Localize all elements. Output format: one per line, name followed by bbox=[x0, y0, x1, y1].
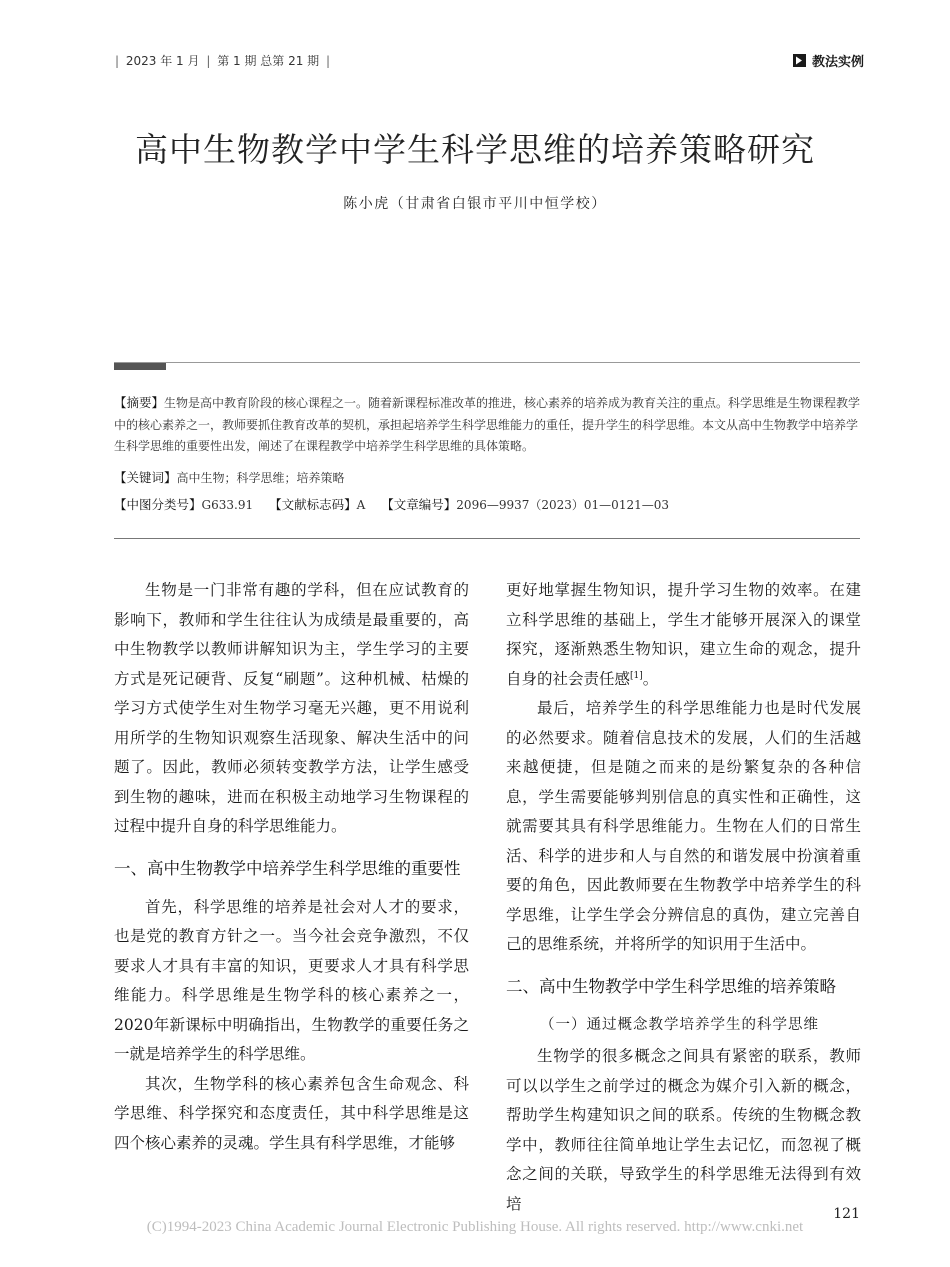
issue-number: 第 1 期 总第 21 期 bbox=[217, 54, 320, 68]
paragraph bbox=[506, 576, 861, 694]
paragraph-text: 更好地掌握生物知识，提升学习生物的效率。在建立科学思维的基础上，学生才能够开展深入的课堂探究，逐渐熟悉生物知识，建立生命的观念，提升自身的社会责任感 bbox=[506, 581, 861, 688]
running-header-issue bbox=[112, 52, 333, 69]
body-column-left bbox=[114, 576, 469, 1158]
page-number: 121 bbox=[833, 1206, 860, 1222]
running-header-column bbox=[793, 51, 864, 70]
classification bbox=[114, 495, 669, 513]
abstract-text: 生物是高中教育阶段的核心课程之一。随着新课程标准改革的推进，核心素养的培养成为教育关注的重点。科学思维是生物课程教学中的核心素养之一，教师要抓住教育改革的契机，承担起培养学生科学思维能力的重任，提升学生的科学思维。本文从高中生物教学中培养学生科学思维的重要性出发，阐述了在课程教学中培养学生科学思维的具体策略。 bbox=[114, 396, 861, 453]
clc-value: G633.91 bbox=[201, 498, 254, 512]
subsection-heading: （一）通过概念教学培养学生的科学思维 bbox=[540, 1016, 819, 1033]
divider-accent bbox=[114, 363, 166, 370]
abstract bbox=[114, 392, 862, 458]
separator: | bbox=[206, 54, 211, 68]
paragraph: 其次，生物学科的核心素养包含生命观念、科学思维、科学探究和态度责任，其中科学思维是这四个核心素养的灵魂。学生具有科学思维，才能够 bbox=[114, 1074, 469, 1152]
separator: | bbox=[326, 54, 331, 68]
abstract-label: 【摘要】 bbox=[114, 395, 165, 410]
separator: | bbox=[115, 54, 120, 68]
column-name: 教法实例 bbox=[811, 55, 864, 70]
divider bbox=[114, 362, 860, 363]
article-number-label: 【文章编号】 bbox=[381, 497, 457, 512]
issue-date: 2023 年 1 月 bbox=[125, 54, 200, 68]
doc-code-value: A bbox=[356, 498, 366, 512]
section-heading-1: 一、高中生物教学中培养学生科学思维的重要性 bbox=[114, 858, 461, 878]
article-number-value: 2096—9937（2023）01—0121—03 bbox=[456, 498, 669, 512]
section-heading-2: 二、高中生物教学中学生科学思维的培养策略 bbox=[506, 976, 836, 996]
paragraph: 首先，科学思维的培养是社会对人才的要求，也是党的教育方针之一。当今社会竞争激烈，不仅要求人才具有丰富的知识，更要求人才具有科学思维能力。科学思维是生物学科的核心素养之一，2020年新课标中明确指出，生物教学的重要任务之一就是培养学生的科学思维。 bbox=[114, 897, 469, 1063]
keywords-label: 【关键词】 bbox=[114, 470, 177, 485]
divider bbox=[114, 538, 860, 539]
doc-code-label: 【文献标志码】 bbox=[269, 497, 357, 512]
paragraph: 生物是一门非常有趣的学科，但在应试教育的影响下，教师和学生往往认为成绩是最重要的，高中生物教学以教师讲解知识为主，学生学习的主要方式是死记硬背、反复“刷题”。这种机械、枯燥的学习方式使学生对生物学习毫无兴趣，更不用说利用所学的生物知识观察生活现象、解决生活中的问题了。因此，教师必须转变教学方法，让学生感受到生物的趣味，进而在积极主动地学习生物课程的过程中提升自身的科学思维能力。 bbox=[114, 581, 469, 835]
article-title: 高中生物教学中学生科学思维的培养策略研究 bbox=[135, 130, 815, 169]
paragraph: 生物学的很多概念之间具有紧密的联系，教师可以以学生之前学过的概念为媒介引入新的概念，帮助学生构建知识之间的联系。传统的生物概念教学中，教师往往简单地让学生去记忆，而忽视了概念之间的关联，导致学生的科学思维无法得到有效培 bbox=[506, 1047, 861, 1213]
clc-label: 【中图分类号】 bbox=[114, 497, 202, 512]
body-column-right bbox=[506, 576, 861, 1219]
citation-ref: [1] bbox=[630, 670, 643, 681]
paragraph-end: 。 bbox=[642, 669, 659, 688]
arrow-icon bbox=[793, 54, 806, 67]
article-author: 陈小虎（甘肃省白银市平川中恒学校） bbox=[343, 196, 607, 212]
paragraph: 最后，培养学生的科学思维能力也是时代发展的必然要求。随着信息技术的发展，人们的生活越来越便捷，但是随之而来的是纷繁复杂的各种信息，学生需要能够判别信息的真实性和正确性，这就需要其具有科学思维能力。生物在人们的日常生活、科学的进步和人与自然的和谐发展中扮演着重要的角色，因此教师要在生物教学中培养学生的科学思维，让学生学会分辨信息的真伪，建立完善自己的思维系统，并将所学的知识用于生活中。 bbox=[506, 699, 861, 953]
keywords bbox=[114, 468, 345, 486]
keywords-text: 高中生物；科学思维；培养策略 bbox=[176, 471, 345, 485]
copyright-notice: (C)1994-2023 China Academic Journal Electronic Publishing House. All rights reserved. http://www.cnki.net bbox=[146, 1219, 804, 1235]
